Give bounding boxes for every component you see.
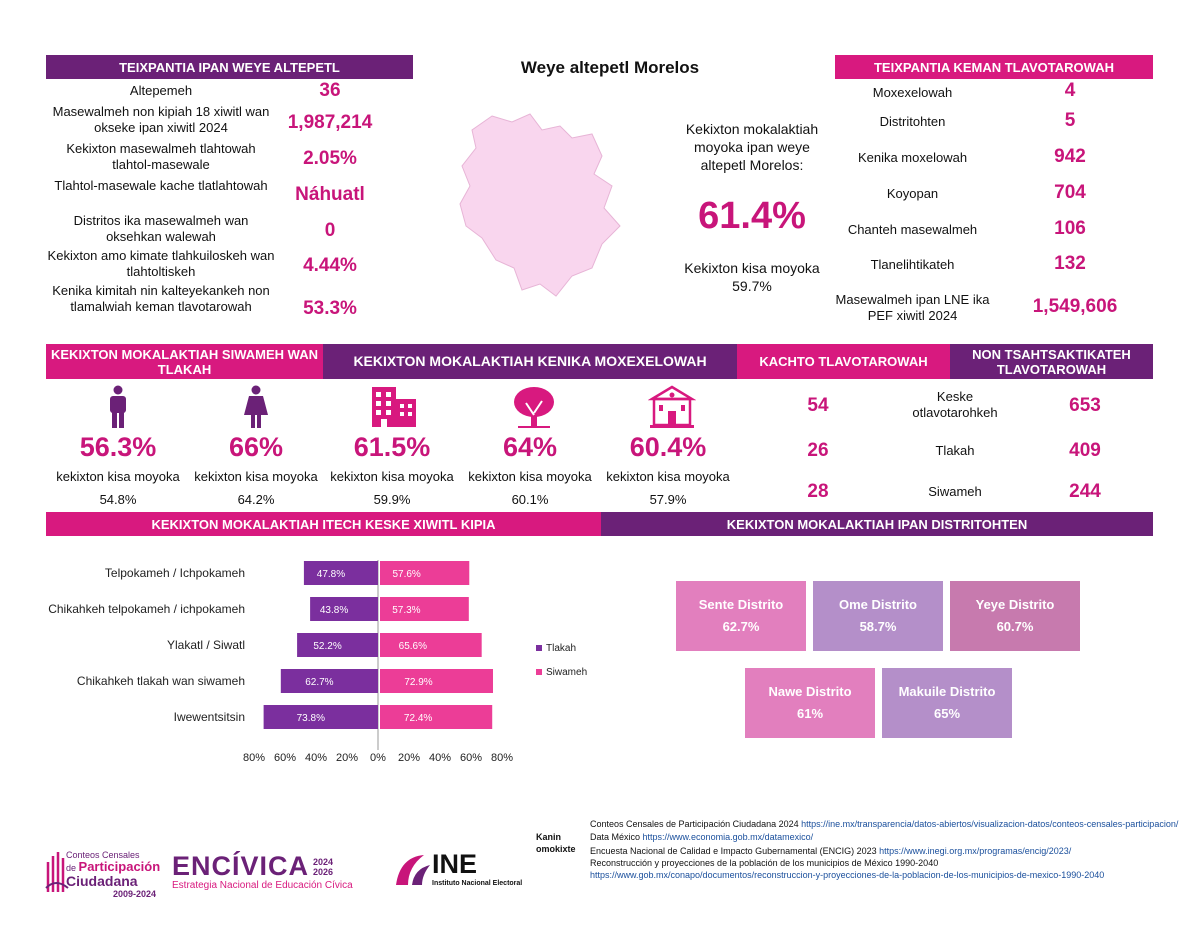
right-row-value: 4 xyxy=(1064,80,1076,101)
district-value: 58.7% xyxy=(859,619,897,634)
tick-label: 60% xyxy=(273,752,297,764)
right-row-value: 1,549,606 xyxy=(1032,296,1118,317)
age-section-header: KEKIXTON MOKALAKTIAH ITECH KESKE XIWITL KIPIA xyxy=(46,512,601,536)
left-row-value: 2.05% xyxy=(303,148,357,169)
data-label: 43.8% xyxy=(319,605,349,616)
left-row-label: Distritos ika masewalmeh wan oksehkan walewah xyxy=(73,213,249,244)
data-label: 47.8% xyxy=(316,569,346,580)
category-value: 60.4% xyxy=(629,432,707,462)
source-line: Conteos Censales de Participación Ciudadana 2024 https://ine.mx/transparencia/datos-abiertos/visualizacion-datos/conteos-censales-participacion/ xyxy=(590,819,1179,829)
data-label: 57.3% xyxy=(392,605,421,616)
district-name: Yeye Distrito xyxy=(975,597,1055,612)
source-line xyxy=(590,869,1104,881)
category-label: Telpokameh / Ichpokameh xyxy=(104,566,245,580)
category-sub-label: kekixton kisa moyoka xyxy=(606,469,730,484)
participation-label: Kekixton mokalaktiah moyoka ipan weye altepetl Morelos: xyxy=(685,121,819,173)
data-label: 57.6% xyxy=(392,569,421,580)
tick-label: 80% xyxy=(490,752,514,764)
district-box xyxy=(950,581,1080,651)
man-icon xyxy=(106,385,130,429)
right-row-value: 132 xyxy=(1054,253,1086,274)
data-label: 62.7% xyxy=(305,677,334,688)
category-label: Chikahkeh tlakah wan siwameh xyxy=(76,674,245,688)
districts-section-header: KEKIXTON MOKALAKTIAH IPAN DISTRITOHTEN xyxy=(601,512,1153,536)
left-row-label: Masewalmeh non kipiah 18 xiwitl wan okseke ipan xiwitl 2024 xyxy=(52,104,270,135)
data-label: 52.2% xyxy=(313,641,342,652)
category-value: 56.3% xyxy=(79,432,157,462)
ine-logo-mark xyxy=(394,853,432,887)
district-box xyxy=(882,668,1012,738)
source-link[interactable]: https://www.economia.gob.mx/datamexico/ xyxy=(642,832,814,842)
bar-siwameh xyxy=(380,633,482,657)
district-name: Ome Distrito xyxy=(838,597,917,612)
right-row-label: Kenika moxelowah xyxy=(857,150,968,165)
non-tsaht-label: Siwameh xyxy=(928,484,982,499)
tick-label: 20% xyxy=(335,752,359,764)
tick-label: 20% xyxy=(397,752,421,764)
age-chart xyxy=(40,545,600,775)
right-row-value: 704 xyxy=(1054,182,1086,203)
tick-label: 80% xyxy=(242,752,266,764)
non-tsaht-value: 653 xyxy=(1069,395,1101,416)
right-row-value: 106 xyxy=(1054,218,1086,239)
legend-swatch xyxy=(536,669,542,675)
non-tsaht-label: Tlakah xyxy=(935,443,975,458)
encivica-logo: ENCÍVICA 2024 2026 Estrategia Nacional de Educación Cívica xyxy=(172,851,353,891)
tick-label: 60% xyxy=(459,752,483,764)
category-sub-label: kekixton kisa moyoka xyxy=(194,469,318,484)
national-value: 59.7% xyxy=(732,278,772,294)
right-row-label: Koyopan xyxy=(886,186,939,201)
district-name: Nawe Distrito xyxy=(768,684,852,699)
non-tsaht-value: 409 xyxy=(1069,440,1101,461)
district-box xyxy=(745,668,875,738)
left-panel-header: TEIXPANTIA IPAN WEYE ALTEPETL xyxy=(46,55,413,79)
source-line: Reconstrucción y proyecciones de la población de los municipios de México 1990-2040 xyxy=(590,858,939,868)
left-row-value: 0 xyxy=(324,220,336,241)
district-value: 60.7% xyxy=(996,619,1034,634)
category-sub-value: 64.2% xyxy=(237,492,275,507)
left-row-value: 1,987,214 xyxy=(287,112,373,133)
category-value: 64% xyxy=(502,432,558,462)
category-sub-value: 59.9% xyxy=(373,492,411,507)
left-row-label: Tlahtol-masewale kache tlatlahtowah xyxy=(54,178,268,193)
encivica-sub: Estrategia Nacional de Educación Cívica xyxy=(172,880,353,891)
left-row-label: Kenika kimitah nin kalteyekankeh non tlamalwiah keman tlavotarowah xyxy=(52,283,270,314)
right-panel-header: TEIXPANTIA KEMAN TLAVOTAROWAH xyxy=(835,55,1153,79)
category-sub-value: 57.9% xyxy=(649,492,687,507)
sources-label: Kanin omokixte xyxy=(536,832,576,854)
buildings-icon xyxy=(370,385,418,429)
district-name: Sente Distrito xyxy=(698,597,784,612)
tick-label: 40% xyxy=(428,752,452,764)
non-tsaht-header: NON TSAHTSAKTIKATEH TLAVOTAROWAH xyxy=(950,344,1153,379)
town-hall-icon xyxy=(648,385,696,429)
source-link[interactable]: https://ine.mx/transparencia/datos-abiertos/visualizacion-datos/conteos-censales-participacion/ xyxy=(801,819,1179,829)
tree-icon xyxy=(510,385,558,429)
kachto-value: 54 xyxy=(807,395,829,416)
right-row-label: Tlanelihtikateh xyxy=(870,257,955,272)
bar-siwameh xyxy=(380,669,493,693)
source-link[interactable]: https://www.gob.mx/conapo/documentos/reconstruccion-y-proyecciones-de-la-poblacion-de-los-municipios-de-mexico-1990-2040 xyxy=(590,870,1105,880)
left-row-label: Altepemeh xyxy=(129,83,193,98)
district-name: Makuile Distrito xyxy=(898,684,996,699)
data-label: 73.8% xyxy=(296,713,325,724)
data-label: 72.9% xyxy=(404,677,433,688)
category-label: Iwewentsitsin xyxy=(173,710,245,724)
source-link[interactable]: https://www.inegi.org.mx/programas/encig/2023/ xyxy=(879,846,1072,856)
morelos-map xyxy=(452,108,652,318)
source-line: Encuesta Nacional de Calidad e Impacto Gubernamental (ENCIG) 2023 https://www.inegi.org.mx/programas/encig/2023/ xyxy=(590,846,1072,856)
tick-label: 0% xyxy=(370,752,386,764)
bar-siwameh xyxy=(380,705,492,729)
left-row-value: 4.44% xyxy=(303,255,357,276)
left-row-value: 53.3% xyxy=(303,298,357,319)
section-type-header: KEKIXTON MOKALAKTIAH KENIKA MOXEXELOWAH xyxy=(323,344,737,379)
non-tsaht-value: 244 xyxy=(1069,481,1101,502)
category-label: Ylakatl / Siwatl xyxy=(166,638,245,652)
district-value: 62.7% xyxy=(722,619,760,634)
district-box xyxy=(676,581,806,651)
category-value: 61.5% xyxy=(353,432,431,462)
district-box xyxy=(813,581,943,651)
participation-value: 61.4% xyxy=(698,195,806,237)
kachto-value: 28 xyxy=(807,481,829,502)
data-label: 65.6% xyxy=(398,641,428,652)
district-value: 65% xyxy=(933,706,961,721)
page-title: Weye altepetl Morelos xyxy=(520,58,700,77)
right-row-label: Moxexelowah xyxy=(872,85,953,100)
legend-label: Siwameh xyxy=(546,667,588,678)
woman-icon xyxy=(243,385,269,429)
non-tsaht-label: Keske otlavotarohkeh xyxy=(912,389,998,420)
source-line: Data México https://www.economia.gob.mx/datamexico/ xyxy=(590,832,814,842)
right-row-label: Distritohten xyxy=(879,114,946,129)
category-sub-value: 60.1% xyxy=(511,492,549,507)
right-row-value: 942 xyxy=(1054,146,1086,167)
category-label: Chikahkeh telpokameh / ichpokameh xyxy=(48,602,245,616)
conteos-logo-text: Conteos Censales de Participación Ciudadana 2009-2024 xyxy=(66,850,161,899)
gender-section-header: KEKIXTON MOKALAKTIAH SIWAMEH WAN TLAKAH xyxy=(46,344,323,379)
category-value: 66% xyxy=(228,432,284,462)
left-row-label: Kekixton masewalmeh tlahtowah tlahtol-masewale xyxy=(66,141,256,172)
ine-logo-text: INE Instituto Nacional Electoral xyxy=(432,849,523,887)
category-sub-label: kekixton kisa moyoka xyxy=(330,469,454,484)
left-row-value: Náhuatl xyxy=(295,184,365,205)
legend-label: Tlakah xyxy=(546,643,577,654)
left-row-value: 36 xyxy=(319,80,341,101)
category-sub-value: 54.8% xyxy=(99,492,137,507)
district-value: 61% xyxy=(796,706,824,721)
national-label: Kekixton kisa moyoka xyxy=(684,260,820,276)
category-sub-label: kekixton kisa moyoka xyxy=(468,469,592,484)
right-row-label: Masewalmeh ipan LNE ika PEF xiwitl 2024 xyxy=(835,292,990,323)
kachto-value: 26 xyxy=(807,440,829,461)
data-label: 72.4% xyxy=(403,713,433,724)
encivica-name: ENCÍVICA xyxy=(172,851,310,881)
category-sub-label: kekixton kisa moyoka xyxy=(56,469,180,484)
kachto-header: KACHTO TLAVOTAROWAH xyxy=(737,344,950,379)
right-row-value: 5 xyxy=(1064,110,1076,131)
left-row-label: Kekixton amo kimate tlahkuiloskeh wan tlahtoltiskeh xyxy=(47,248,275,279)
tick-label: 40% xyxy=(304,752,328,764)
legend-swatch xyxy=(536,645,542,651)
right-row-label: Chanteh masewalmeh xyxy=(847,222,978,237)
